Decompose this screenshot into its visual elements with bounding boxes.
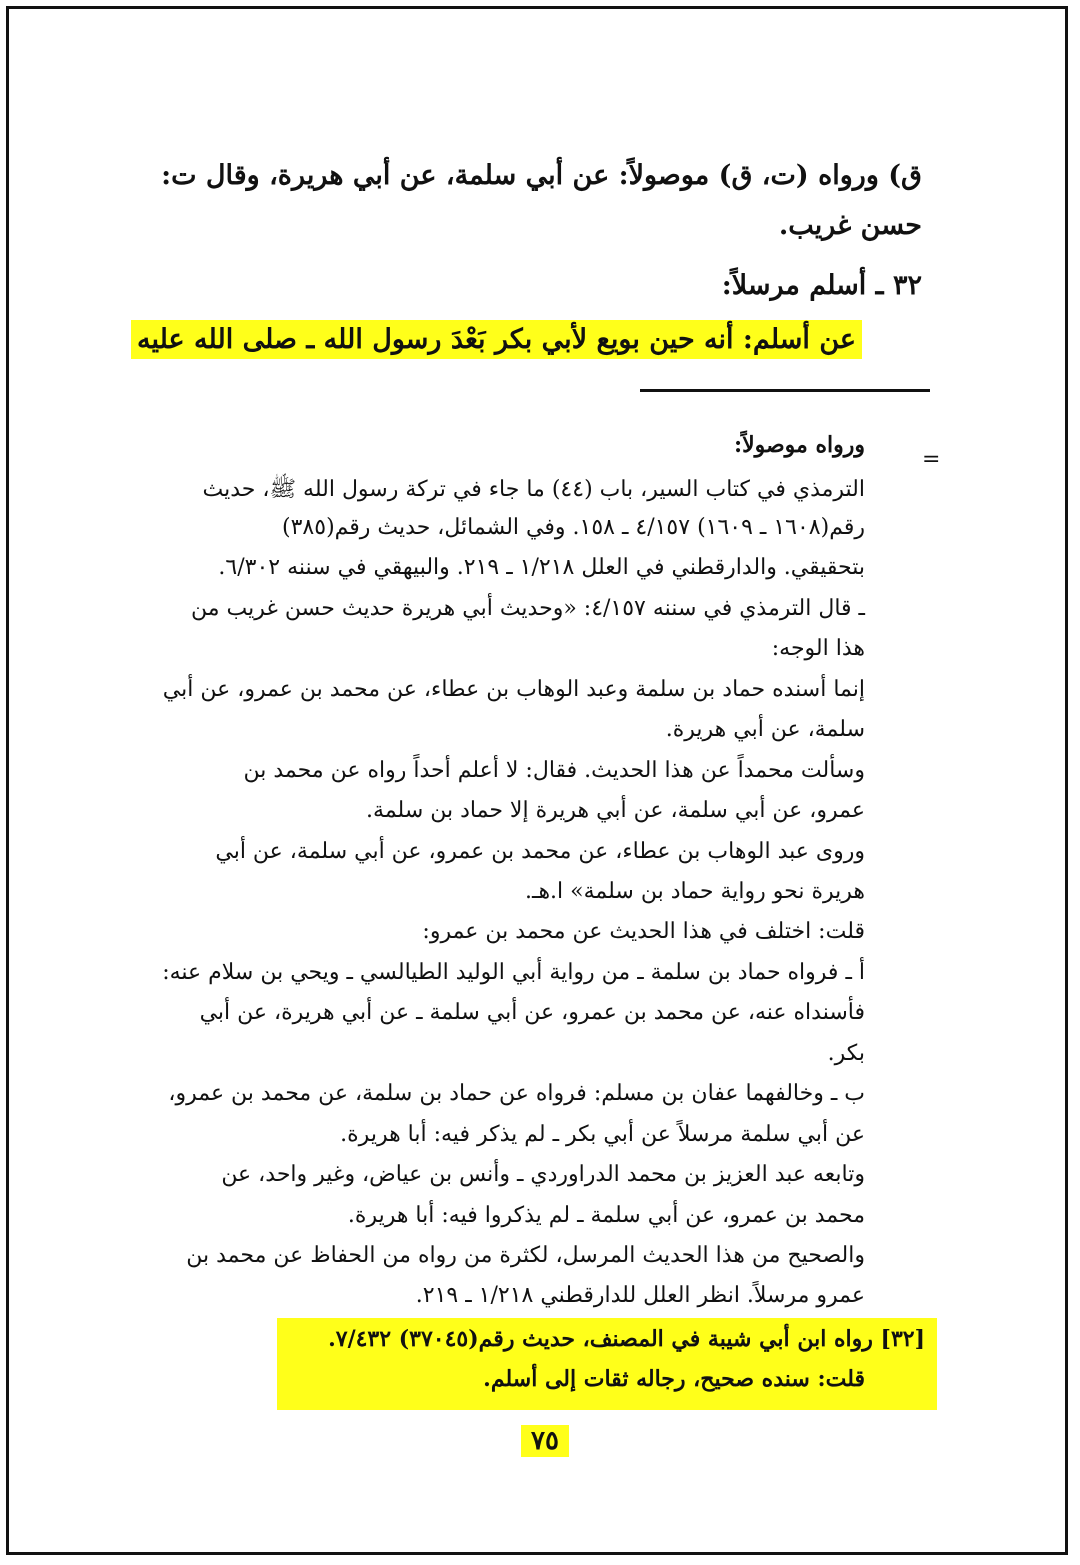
main-text-line-1: ق) ورواه (ت، ق) موصولاً: عن أبي سلمة، عن أبي هريرة، وقال ت: bbox=[161, 160, 922, 191]
page-number: ٧٥ bbox=[521, 1425, 569, 1457]
footnote-line: بكر. bbox=[827, 1041, 865, 1066]
footnote-line: ـ قال الترمذي في سننه ٤/١٥٧: «وحديث أبي هريرة حديث حسن غريب من bbox=[191, 596, 865, 621]
footnote-line: فأسنداه عنه، عن محمد بن عمرو، عن أبي سلمة ـ عن أبي هريرة، عن أبي bbox=[199, 1000, 865, 1025]
footnote-line: بتحقيقي. والدارقطني في العلل ١/٢١٨ ـ ٢١٩. والبيهقي في سننه ٦/٣٠٢. bbox=[218, 555, 865, 580]
footnote-line: هذا الوجه: bbox=[771, 636, 865, 661]
continuation-marker: = bbox=[922, 447, 941, 472]
footnote-line: ب ـ وخالفهما عفان بن مسلم: فرواه عن حماد بن سلمة، عن محمد بن عمرو، bbox=[168, 1081, 865, 1106]
footnote-line: محمد بن عمرو، عن أبي سلمة ـ لم يذكروا فيه: أبا هريرة. bbox=[347, 1203, 865, 1228]
footnote-line: قلت: اختلف في هذا الحديث عن محمد بن عمرو: bbox=[422, 919, 865, 944]
main-text-line-2: حسن غريب. bbox=[778, 210, 922, 241]
footnote-line: عن أبي سلمة مرسلاً عن أبي بكر ـ لم يذكر فيه: أبا هريرة. bbox=[340, 1122, 865, 1147]
footnote-line: هريرة نحو رواية حماد بن سلمة» ا.هـ. bbox=[525, 879, 865, 904]
footnote-separator bbox=[640, 389, 930, 392]
footnote-line: عمرو مرسلاً. انظر العلل للدارقطني ١/٢١٨ ـ ٢١٩. bbox=[415, 1283, 865, 1308]
footnote-heading: ورواه موصولاً: bbox=[733, 432, 865, 458]
note-32-assessment: قلت: سنده صحيح، رجاله ثقات إلى أسلم. bbox=[483, 1366, 865, 1392]
section-heading-32: ٣٢ ـ أسلم مرسلاً: bbox=[721, 270, 922, 301]
note-32-citation: [٣٢] رواه ابن أبي شيبة في المصنف، حديث رقم(٣٧٠٤٥) ٧/٤٣٢. bbox=[328, 1326, 925, 1352]
footnote-line: عمرو، عن أبي سلمة، عن أبي هريرة إلا حماد بن سلمة. bbox=[366, 798, 865, 823]
footnote-line: وسألت محمداً عن هذا الحديث. فقال: لا أعلم أحداً رواه عن محمد بن bbox=[243, 758, 865, 783]
footnote-line: الترمذي في كتاب السير، باب (٤٤) ما جاء في تركة رسول الله ﷺ، حديث bbox=[202, 477, 865, 502]
footnote-line: وتابعه عبد العزيز بن محمد الدراوردي ـ وأنس بن عياض، وغير واحد، عن bbox=[221, 1162, 865, 1187]
footnote-line: وروى عبد الوهاب بن عطاء، عن محمد بن عمرو، عن أبي سلمة، عن أبي bbox=[215, 839, 865, 864]
footnote-line: والصحيح من هذا الحديث المرسل، لكثرة من رواه من الحفاظ عن محمد بن bbox=[186, 1243, 865, 1268]
footnote-line: أ ـ فرواه حماد بن سلمة ـ من رواية أبي الوليد الطيالسي ـ ويحي بن سلام عنه: bbox=[162, 960, 865, 985]
footnote-line: رقم(١٦٠٨ ـ ١٦٠٩) ٤/١٥٧ ـ ١٥٨. وفي الشمائل، حديث رقم(٣٨٥) bbox=[282, 515, 865, 540]
footnote-line: إنما أسنده حماد بن سلمة وعبد الوهاب بن عطاء، عن محمد بن عمرو، عن أبي bbox=[162, 677, 865, 702]
footnote-line: سلمة، عن أبي هريرة. bbox=[665, 717, 865, 742]
highlighted-hadith-line: عن أسلم: أنه حين بويع لأبي بكر بَعْدَ رسول الله ـ صلى الله عليه bbox=[131, 320, 862, 359]
